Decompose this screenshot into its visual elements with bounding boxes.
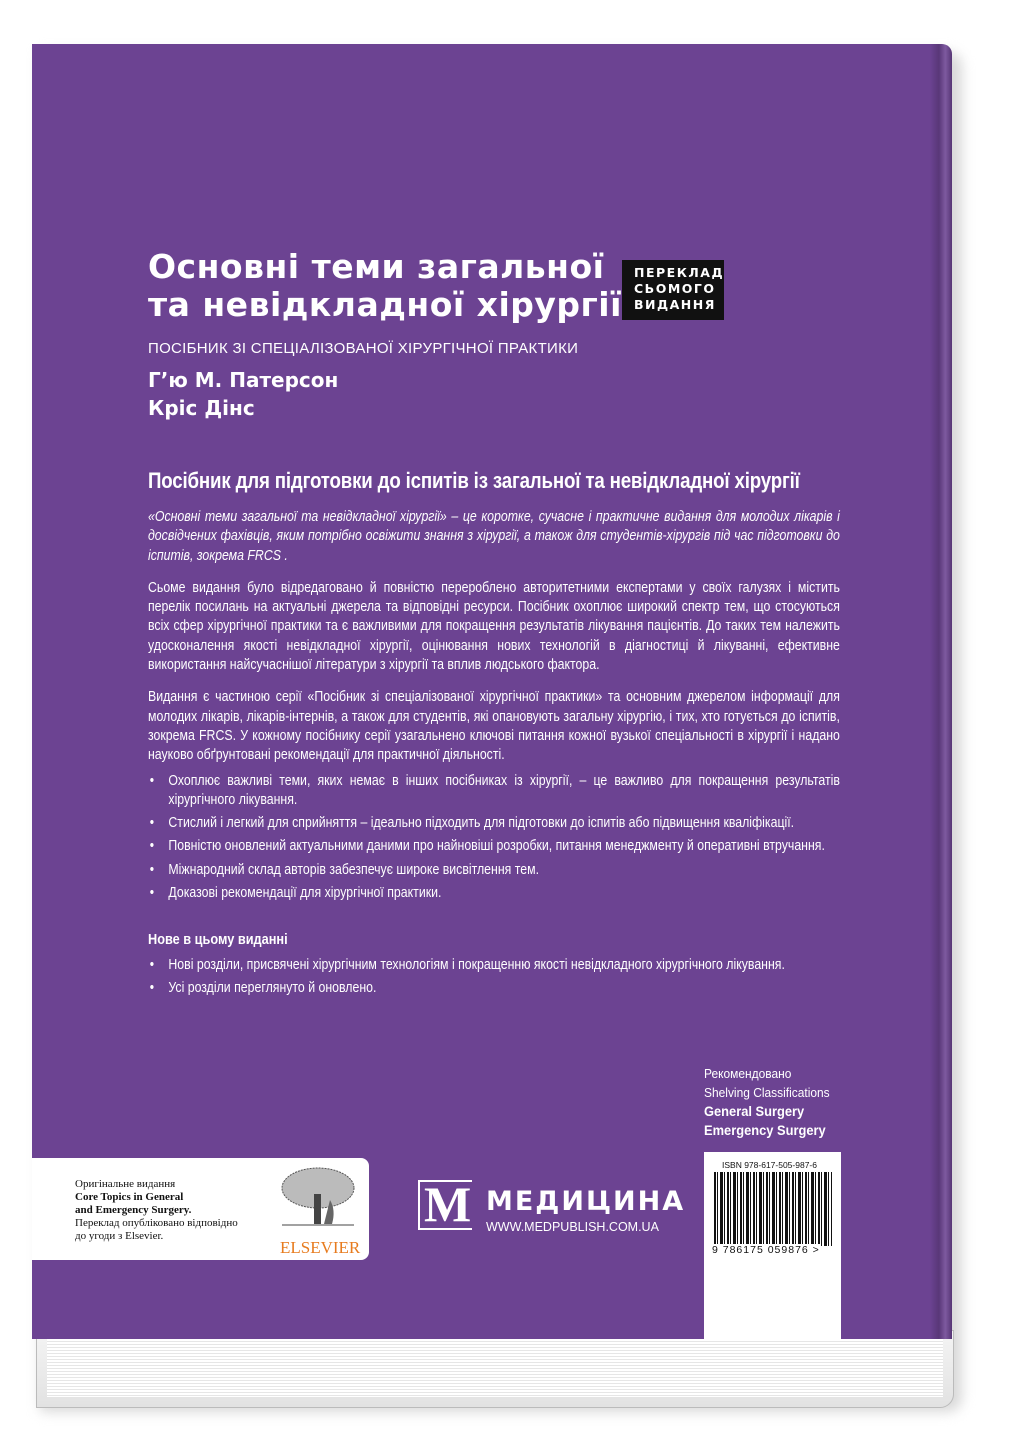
list-item: • Міжнародний склад авторів забезпечує широке висвітлення тем. bbox=[148, 861, 840, 880]
isbn-number: ISBN 978-617-505-987-6 bbox=[722, 1160, 817, 1170]
title-line-2: та невідкладної хірургії bbox=[148, 285, 622, 324]
description-heading: Посібник для підготовки до іспитів із загальної та невідкладної хірургії bbox=[148, 468, 800, 493]
list-item: • Нові розділи, присвячені хірургічним технологіям і покращенню якості невідкладного хірургічного лікування. bbox=[148, 956, 840, 975]
intro-paragraph: «Основні теми загальної та невідкладної хірургії» – це коротке, сучасне і практичне видання для молодих лікарів і досвідчених фахівців, яким потрібно освіжити знання з хірургії, а також для студентів-хірургів під час підготовки до іспитів, зокрема FRCS . bbox=[148, 509, 840, 564]
shelving-category: General Surgery bbox=[704, 1103, 805, 1119]
paragraph: Видання є частиною серії «Посібник зі спеціалізованої хірургічної практики» та основним джерелом інформації для молодих лікарів, лікарів-інтернів, а також для студентів, які опановують загальну хірургію, і тих, хто готується до іспитів, зокрема FRCS. У кожному посібнику серії узагальнено ключові питання кожної вузької спеціальності в хірургії і надано науково обґрунтовані рекомендації для практичної діяльності. bbox=[148, 689, 840, 764]
publisher-url: WWW.MEDPUBLISH.COM.UA bbox=[486, 1220, 659, 1234]
list-item: • Повністю оновлений актуальними даними про найновіші розробки, питання менеджменту й оперативні втручання. bbox=[148, 837, 840, 856]
orig-line: Оригінальне видання bbox=[75, 1178, 176, 1190]
title-line-1: Основні теми загальної bbox=[148, 247, 605, 286]
list-item: • Усі розділи переглянуто й оновлено. bbox=[148, 979, 840, 998]
list-item: • Охоплює важливі теми, яких немає в інших посібниках із хірургії, – це важливо для покращення результатів хірургічного лікування. bbox=[148, 772, 840, 811]
elsevier-logo-text: ELSEVIER bbox=[280, 1238, 361, 1257]
orig-title: Core Topics in General bbox=[75, 1191, 184, 1203]
new-edition-heading: Нове в цьому виданні bbox=[148, 931, 288, 949]
edition-badge bbox=[622, 260, 724, 320]
features-list bbox=[148, 772, 840, 904]
original-edition-text bbox=[75, 1178, 238, 1243]
page-edges bbox=[36, 1330, 954, 1408]
authors bbox=[148, 366, 338, 422]
series-name: ПОСІБНИК ЗІ СПЕЦІАЛІЗОВАНОЇ ХІРУРГІЧНОЇ ПРАКТИКИ bbox=[148, 340, 579, 357]
paragraph: Сьоме видання було відредаговано й повністю перероблено авторитетними експертами у своїх галузях і містить перелік посилань на актуальні джерела та відповідні ресурси. Посібник охоплює широкий спектр тем, що стосуються всіх сфер хірургічної практики та є важливими для покращення результатів лікування пацієнтів. До таких тем належить удосконалення якості невідкладної хірургії, оцінювання нових технологій в діагностиці й лікуванні, ефективне використання найсучаснішої літератури з хірургії та вплив людського фактора. bbox=[148, 579, 840, 674]
spine-shading bbox=[930, 44, 952, 1339]
orig-line: Переклад опубліковано відповідно bbox=[75, 1217, 238, 1229]
book-title bbox=[148, 248, 622, 324]
list-item: • Стислий і легкий для сприйняття – ідеально підходить для підготовки до іспитів або підвищення кваліфікації. bbox=[148, 814, 840, 833]
shelving-classifications bbox=[704, 1064, 830, 1140]
back-cover bbox=[32, 44, 952, 1339]
list-item: • Доказові рекомендації для хірургічної практики. bbox=[148, 884, 840, 903]
shelving-category: Emergency Surgery bbox=[704, 1122, 826, 1138]
shelving-label: Рекомендовано bbox=[704, 1066, 792, 1081]
elsevier-tree-icon bbox=[278, 1164, 358, 1228]
original-edition-box bbox=[32, 1158, 369, 1260]
author: Кріс Дінс bbox=[148, 396, 255, 420]
orig-line: до угоди з Elsevier. bbox=[75, 1230, 164, 1242]
shelving-label: Shelving Classifications bbox=[704, 1085, 830, 1100]
description bbox=[148, 468, 840, 1002]
new-features-list bbox=[148, 956, 840, 999]
isbn-barcode bbox=[704, 1152, 841, 1339]
barcode-bars bbox=[714, 1172, 832, 1246]
barcode-digits: 9 786175 059876 > bbox=[712, 1244, 820, 1256]
author: Г’ю М. Патерсон bbox=[148, 368, 339, 392]
logo-letter: M bbox=[424, 1176, 472, 1232]
orig-title: and Emergency Surgery. bbox=[75, 1204, 192, 1216]
publisher-name: МЕДИЦИНА bbox=[486, 1186, 686, 1217]
badge-line: ПЕРЕКЛАД bbox=[634, 265, 725, 280]
badge-line: СЬОМОГО bbox=[634, 281, 716, 296]
badge-line: ВИДАННЯ bbox=[634, 297, 716, 312]
medytsyna-logo-icon bbox=[418, 1176, 472, 1232]
